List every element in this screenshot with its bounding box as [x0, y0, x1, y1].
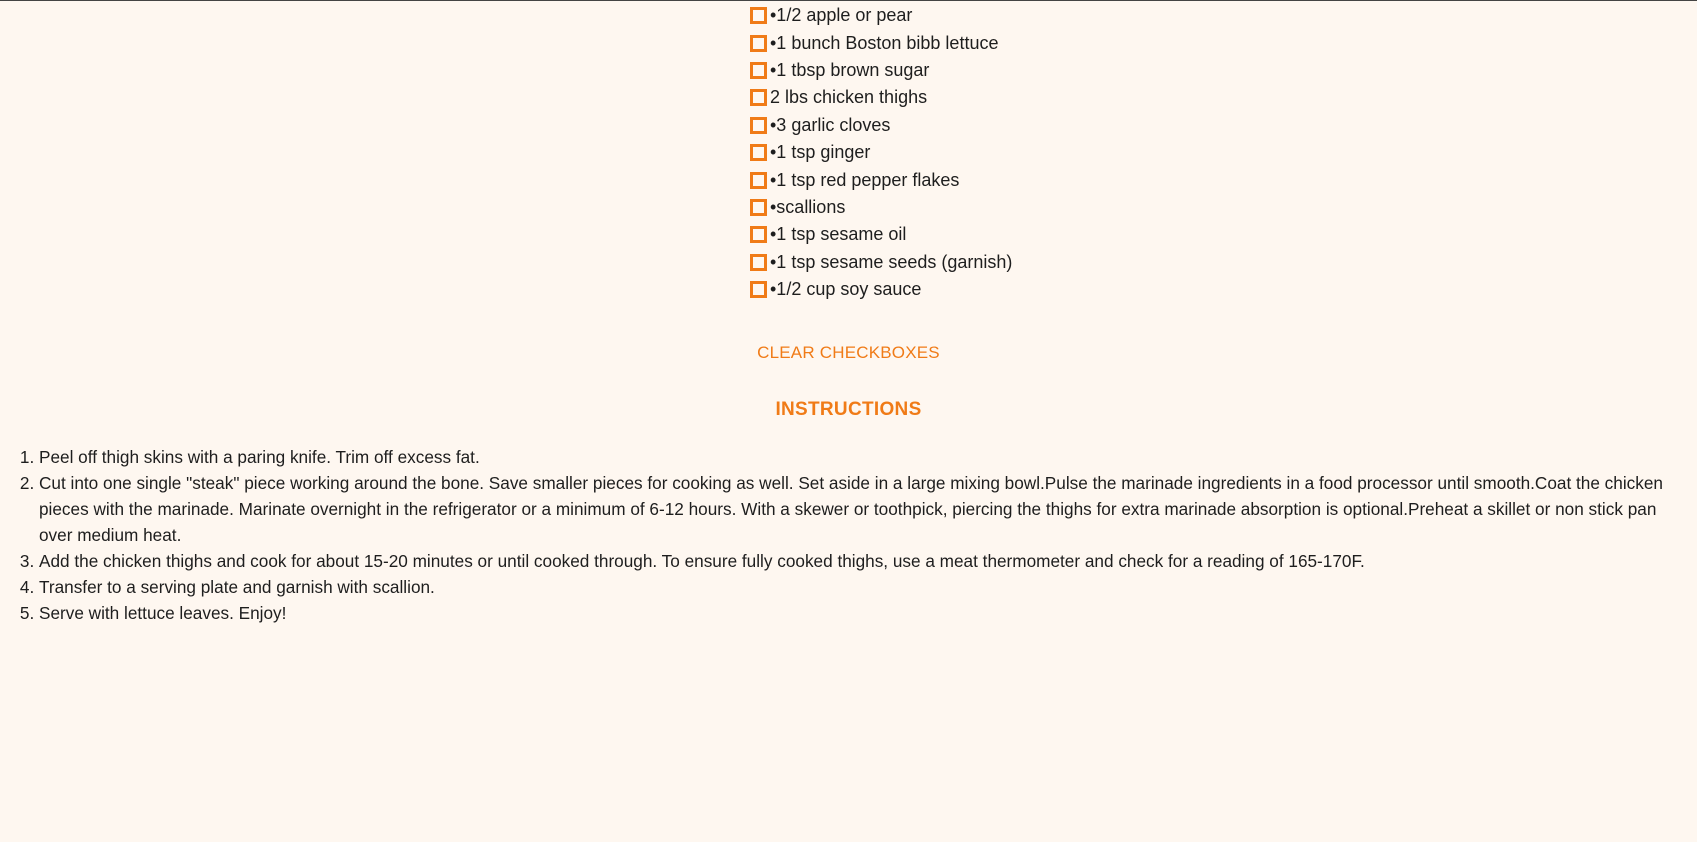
ingredient-label: •1 tsp sesame oil [770, 224, 907, 245]
ingredient-label: •1 bunch Boston bibb lettuce [770, 32, 999, 53]
ingredient-label: •1/2 cup soy sauce [770, 279, 922, 300]
ingredient-item[interactable] [750, 276, 1012, 303]
ingredient-item[interactable] [750, 29, 1012, 56]
instruction-step: 1. Peel off thigh skins with a paring knife. Trim off excess fat. [39, 444, 1692, 470]
ingredient-label: •1 tsp red pepper flakes [770, 169, 960, 190]
instruction-step: 5. Serve with lettuce leaves. Enjoy! [39, 600, 1692, 626]
ingredient-checkbox[interactable] [750, 89, 767, 106]
ingredient-item[interactable] [750, 166, 1012, 193]
ingredient-checkbox[interactable] [750, 172, 767, 189]
ingredient-checkbox[interactable] [750, 281, 767, 298]
ingredient-label: •3 garlic cloves [770, 114, 891, 135]
ingredient-item[interactable] [750, 2, 1012, 29]
ingredient-label: 2 lbs chicken thighs [770, 87, 928, 108]
ingredient-label: •1 tsp sesame seeds (garnish) [770, 251, 1013, 272]
instruction-step: 2. Cut into one single "steak" piece working around the bone. Save smaller pieces for cooking as well. Set aside in a large mixing bowl.Pulse the marinade ingredients in a food processor until smooth.Coat the chicken pieces with the marinade. Marinate overnight in the refrigerator or a minimum of 6-12 hours. With a skewer or toothpick, piercing the thighs for extra marinade absorption is optional.Preheat a skillet or non stick pan over medium heat. [39, 470, 1692, 548]
top-divider [0, 0, 1697, 1]
ingredient-checkbox[interactable] [750, 7, 767, 24]
ingredient-checkbox[interactable] [750, 199, 767, 216]
ingredient-checkbox[interactable] [750, 226, 767, 243]
ingredient-item[interactable] [750, 84, 1012, 111]
ingredient-checkbox[interactable] [750, 254, 767, 271]
instruction-step: 4. Transfer to a serving plate and garnish with scallion. [39, 574, 1692, 600]
ingredient-checkbox[interactable] [750, 144, 767, 161]
instruction-step: 3. Add the chicken thighs and cook for about 15-20 minutes or until cooked through. To ensure fully cooked thighs, use a meat thermometer and check for a reading of 165-170F. [39, 548, 1692, 574]
ingredient-checkbox[interactable] [750, 62, 767, 79]
ingredient-item[interactable] [750, 194, 1012, 221]
ingredient-item[interactable] [750, 57, 1012, 84]
ingredient-label: •1 tbsp brown sugar [770, 59, 930, 80]
ingredient-checklist [750, 2, 1012, 303]
clear-checkboxes-button[interactable]: CLEAR CHECKBOXES [0, 343, 1697, 363]
ingredient-checkbox[interactable] [750, 35, 767, 52]
ingredient-item[interactable] [750, 112, 1012, 139]
instructions-heading: INSTRUCTIONS [775, 399, 922, 420]
ingredient-item[interactable] [750, 221, 1012, 248]
ingredient-label: •scallions [770, 196, 846, 217]
ingredient-item[interactable] [750, 249, 1012, 276]
ingredient-item[interactable] [750, 139, 1012, 166]
ingredient-label: •1 tsp ginger [770, 142, 871, 163]
ingredient-checkbox[interactable] [750, 117, 767, 134]
ingredient-label: •1/2 apple or pear [770, 5, 913, 26]
instructions-list [0, 444, 1692, 626]
